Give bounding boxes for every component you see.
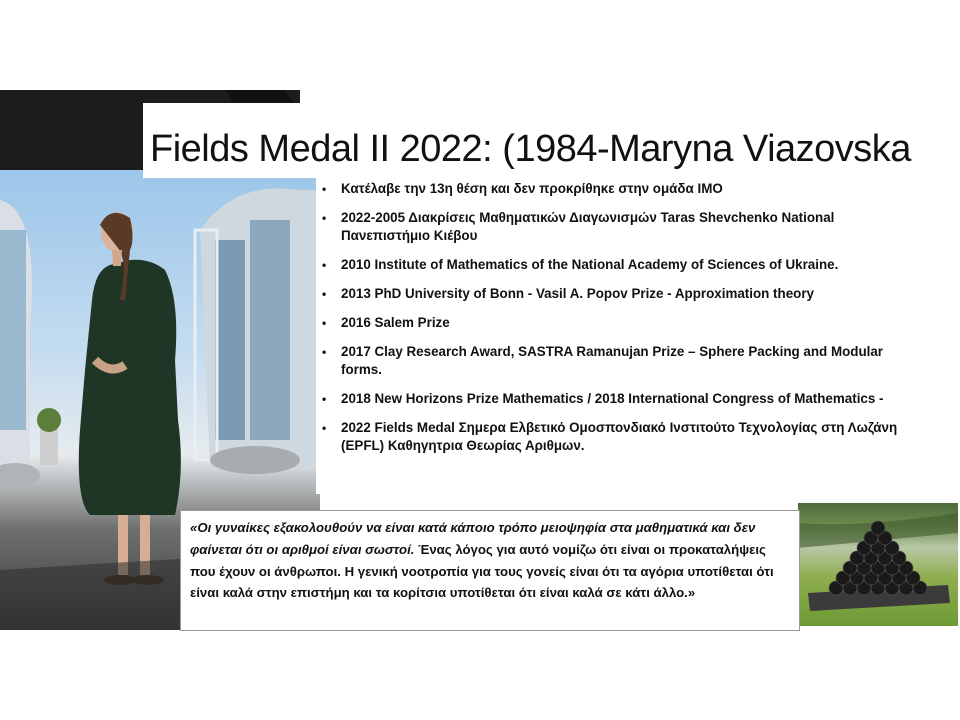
list-item: • Κατέλαβε την 13η θέση και δεν προκρίθηκε στην ομάδα IMO [322,181,723,196]
bullet-icon: • [322,182,327,196]
list-item: • 2018 New Horizons Prize Mathematics / 2018 International Congress of Mathematics - [322,391,884,406]
pillar-left [0,463,40,487]
bullet-icon: • [322,258,327,272]
slide-title: Fields Medal II 2022: (1984-Maryna Viazovska [150,128,911,170]
bullet-icon: • [322,211,327,225]
quote-box [180,510,800,631]
neck [112,250,122,266]
decorative-stripe [225,90,295,104]
right-window-2 [250,220,290,440]
dress [79,260,181,515]
bullet-icon: • [322,345,327,359]
list-item: • 2022-2005 Διακρίσεις Μαθηματικών Διαγωνισμών Taras Shevchenko National Πανεπιστήμιο Κιέβου [322,210,835,243]
left-window [0,230,26,430]
quote-rest: Ένας λόγος για αυτό νομίζω ότι είναι οι προκαταλήψεις που έχουν οι άνθρωποι. Η γενική νοοτροπία για τους γονείς είναι ότι τα αγόρια υποτίθεται ότι είναι καλά στην επιστήμη και τα κορίτσια υποτίθεται ότι είναι καλά σε κάτι άλλο.» [190,541,774,601]
list-item: • 2013 PhD University of Bonn - Vasil A. Popov Prize - Approximation theory [322,286,814,301]
bullet-icon: • [322,421,327,435]
list-item: • 2010 Institute of Mathematics of the National Academy of Sciences of Ukraine. [322,257,839,272]
cannonball-illustration [798,503,958,626]
quote-italic: «Οι γυναίκες εξακολουθούν να είναι κατά κάποιο τρόπο μειοψηφία στα μαθηματικά και δεν φαίνεται ότι οι αριθμοί είναι σωστοί. [190,520,756,557]
achievements-list [322,180,922,466]
bullet-icon: • [322,287,327,301]
list-item: • 2017 Clay Research Award, SASTRA Ramanujan Prize – Sphere Packing and Modular forms. [322,344,884,377]
cannonball-pyramid-photo [798,503,958,626]
list-item: • 2022 Fields Medal Σημερα Ελβετικό Ομοσπονδιακό Ινστιτούτο Τεχνολογίας στη Λωζάνη (EPFL) Καθηγητρια Θεωρίας Αριθμων. [322,420,898,453]
cannonball [871,521,885,535]
right-window-1 [215,240,245,440]
list-item: • 2016 Salem Prize [322,315,450,330]
bullet-icon: • [322,316,327,330]
plant [37,408,61,432]
pillar-right [210,446,300,474]
bullet-icon: • [322,392,327,406]
